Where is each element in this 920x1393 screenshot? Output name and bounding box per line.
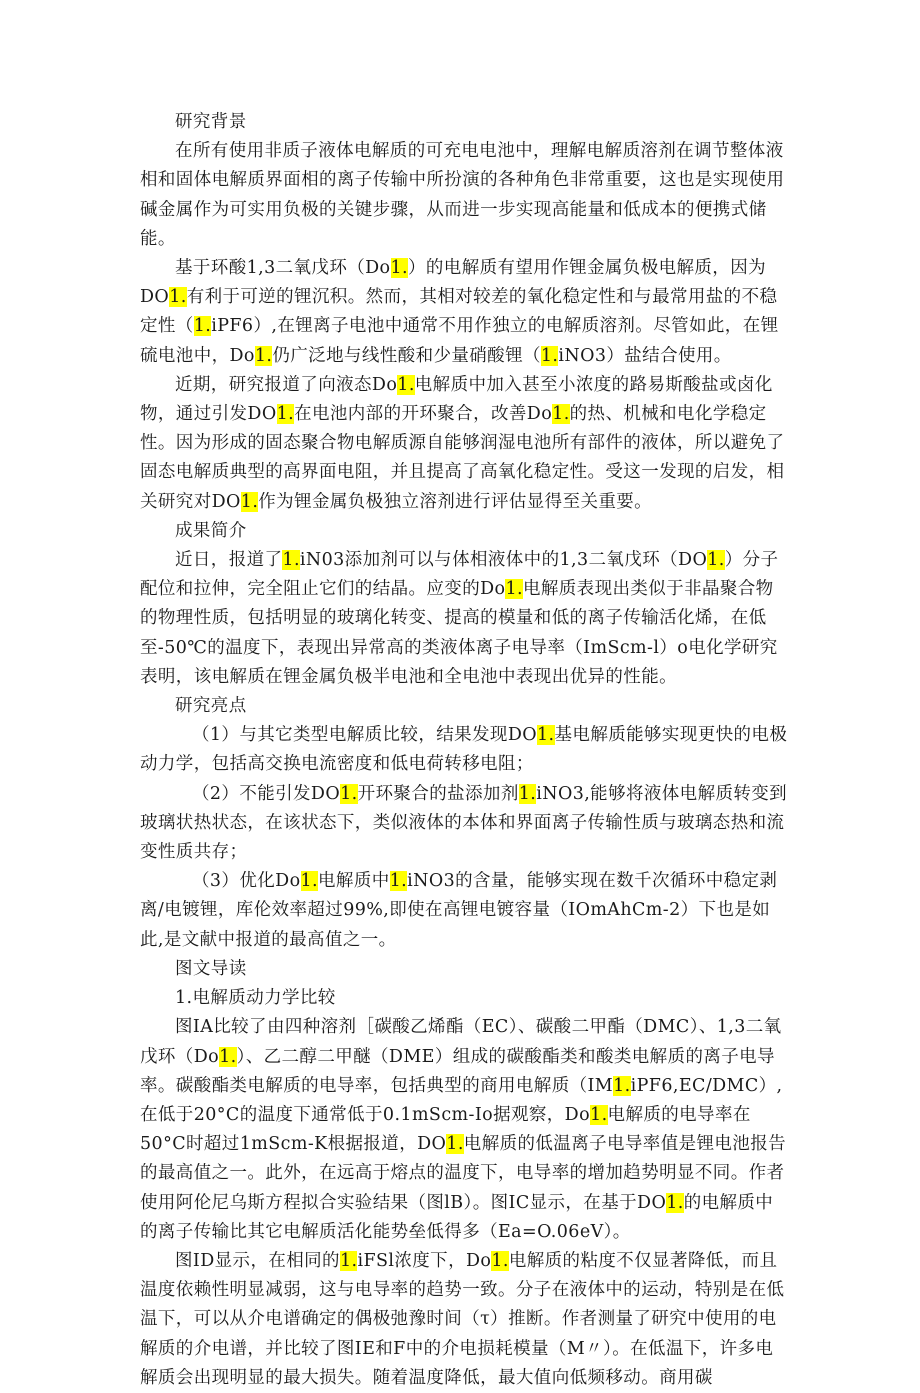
text-run: iPF6）,在锂离子电池中通常不用作独立的电解质溶剂。尽管如此，在锂硫电池中，Do: [140, 316, 779, 366]
highlight-mark: 1.: [169, 287, 187, 308]
text-run: 近期，研究报道了向液态Do: [175, 374, 398, 395]
paragraph-figure-1: [140, 1013, 788, 1247]
text-run: 近日，报道了: [175, 550, 283, 571]
text-run: 的热、机械和电化学稳定性。因为形成的固态聚合物电解质源自能够润湿电池所有部件的液体，所以避免了固态电解质典型的高界面电阻，并且提高了高氧化稳定性。受这一发现的启发，相关研究对DO: [140, 404, 785, 512]
article-body: [140, 108, 788, 1393]
highlight-mark: 1.: [390, 258, 408, 279]
text-run: iN03添加剂可以与体相液体中的1,3二氧戊环（DO: [299, 550, 708, 571]
text-run: iNO3）盐结合使用。: [558, 345, 732, 366]
highlight-mark: 1.: [219, 1046, 237, 1067]
highlight-mark: 1.: [613, 1075, 631, 1096]
highlight-mark: 1.: [552, 404, 570, 425]
highlight-mark: 1.: [590, 1104, 608, 1125]
text-run: 图ID显示，在相同的: [175, 1250, 340, 1271]
text-run: （3）优化Do: [192, 871, 301, 892]
text-run: 电解质的粘度不仅显著降低，而且温度依赖性明显减弱，这与电导率的趋势一致。分子在液体中的运动，特别是在低温下，可以从介电谱确定的偶极弛豫时间（τ）推断。作者测量了研究中使用的电解质的介电谱，并比较了图IE和F中的介电损耗模量（M〃）。在低温下，许多电解质会出现明显的最大损失。随着温度降低，最大值向低频移动。商用碳: [140, 1250, 785, 1388]
highlight-item-3: [140, 867, 788, 955]
heading-results-intro: 成果简介: [175, 520, 247, 541]
highlight-mark: 1.: [339, 1250, 358, 1271]
highlight-mark: 1.: [397, 374, 415, 395]
highlight-mark: 1.: [276, 404, 295, 425]
paragraph-results-intro: [140, 546, 788, 692]
highlight-mark: 1.: [540, 345, 559, 366]
highlight-mark: 1.: [300, 871, 319, 892]
text-run: 基于环酸1,3二氧戊环（Do: [175, 258, 391, 279]
text-run: 有利于可逆的锂沉积。然而，其相对较差的氧化稳定性和与最常用盐的不稳定性（: [140, 287, 778, 337]
highlight-mark: 1.: [666, 1192, 684, 1213]
paragraph-figure-2: [140, 1247, 788, 1393]
paragraph-background-1: 在所有使用非质子液体电解质的可充电电池中，理解电解质溶剂在调节整体液相和固体电解质界面相的离子传输中所扮演的各种角色非常重要，这也是实现使用碱金属作为可实用负极的关键步骤，从而进一步实现高能量和低成本的便携式储能。: [140, 141, 785, 249]
highlight-mark: 1.: [282, 550, 300, 571]
text-run: 基电解质能够实现更快的电极动力学，包括高交换电流密度和低电荷转移电阻；: [140, 725, 788, 775]
highlight-mark: 1.: [491, 1250, 509, 1271]
text-run: 电解质的低温离子电导率值是锂电池报告的最高值之一。此外，在远高于熔点的温度下，电导率的增加趋势明显不同。作者使用阿伦尼乌斯方程拟合实验结果（图lB）。图IC显示，在基于DO: [140, 1134, 786, 1213]
text-run: ）分子配位和拉伸，完全阻止它们的结晶。应变的Do: [140, 550, 779, 600]
text-run: （1）与其它类型电解质比较，结果发现DO: [192, 725, 538, 746]
text-run: iNO3的含量，能够实现在数千次循环中稳定剥离/电镀锂，库伦效率超过99%,即使在高锂电镀容量（IOmAhCm-2）下也是如此,是文献中报道的最高值之一。: [140, 871, 778, 950]
highlight-mark: 1.: [446, 1134, 464, 1155]
highlight-item-2: [140, 780, 788, 868]
highlight-mark: 1.: [505, 579, 523, 600]
heading-figure-guide: 图文导读: [175, 958, 247, 979]
text-run: ）的电解质有望用作锂金属负极电解质，因为DO: [140, 258, 766, 308]
text-run: 仍广泛地与线性酸和少量硝酸锂（: [272, 345, 541, 366]
heading-research-highlights: 研究亮点: [175, 696, 247, 717]
text-run: 作为锂金属负极独立溶剂进行评估显得至关重要。: [258, 491, 653, 512]
text-run: iFSl浓度下，Do: [357, 1250, 492, 1271]
text-run: iPF6,EC/DMC）,在低于20°C的温度下通常低于0.1mScm-Io据观察，Do: [140, 1075, 783, 1125]
highlight-mark: 1.: [193, 316, 212, 337]
text-run: 的电解质中的离子传输比其它电解质活化能势垒低得多（Ea=O.06eV）。: [140, 1192, 774, 1242]
heading-research-background: 研究背景: [175, 112, 247, 132]
text-run: iNO3,能够将液体电解质转变到玻璃状热状态，在该状态下，类似液体的本体和界面离子传输性质与玻璃态热和流变性质共存；: [140, 783, 788, 863]
highlight-mark: 1.: [537, 725, 555, 746]
text-run: ）、乙二醇二甲醚（DME）组成的碳酸酯类和酸类电解质的离子电导率。碳酸酯类电解质的电导率，包括典型的商用电解质（IM: [140, 1046, 775, 1096]
highlight-mark: 1.: [340, 783, 358, 804]
text-run: 电解质表现出类似于非晶聚合物的物理性质，包括明显的玻璃化转变、提高的模量和低的离子传输活化烯，在低至-50℃的温度下，表现出异常高的类液体离子电导率（ImScm-l）o电化学研究表明，该电解质在锂金属负极半电池和全电池中表现出优异的性能。: [140, 579, 778, 687]
highlight-mark: 1.: [254, 345, 273, 366]
text-run: 电解质的电导率在50°C时超过1mScm-K根据报道，DO: [140, 1104, 751, 1155]
text-run: 电解质中: [318, 871, 390, 892]
text-run: 在电池内部的开环聚合，改善Do: [294, 404, 553, 425]
highlight-mark: 1.: [389, 871, 408, 892]
text-run: 图IA比较了由四种溶剂［碳酸乙烯酯（EC）、碳酸二甲酯（DMC）、1,3二氧戊环（Do: [140, 1017, 782, 1067]
text-run: 开环聚合的盐添加剂: [357, 783, 519, 804]
highlight-mark: 1.: [240, 491, 259, 512]
paragraph-background-2: [140, 254, 788, 371]
highlight-mark: 1.: [707, 550, 725, 571]
heading-section-1: 1.电解质动力学比较: [175, 988, 336, 1009]
highlight-mark: 1.: [518, 783, 537, 804]
text-run: （2）不能引发DO: [192, 783, 341, 804]
paragraph-background-3: [140, 371, 788, 517]
text-run: 电解质中加入甚至小浓度的路易斯酸盐或卤化物，通过引发DO: [140, 374, 773, 425]
highlight-item-1: [140, 721, 788, 779]
